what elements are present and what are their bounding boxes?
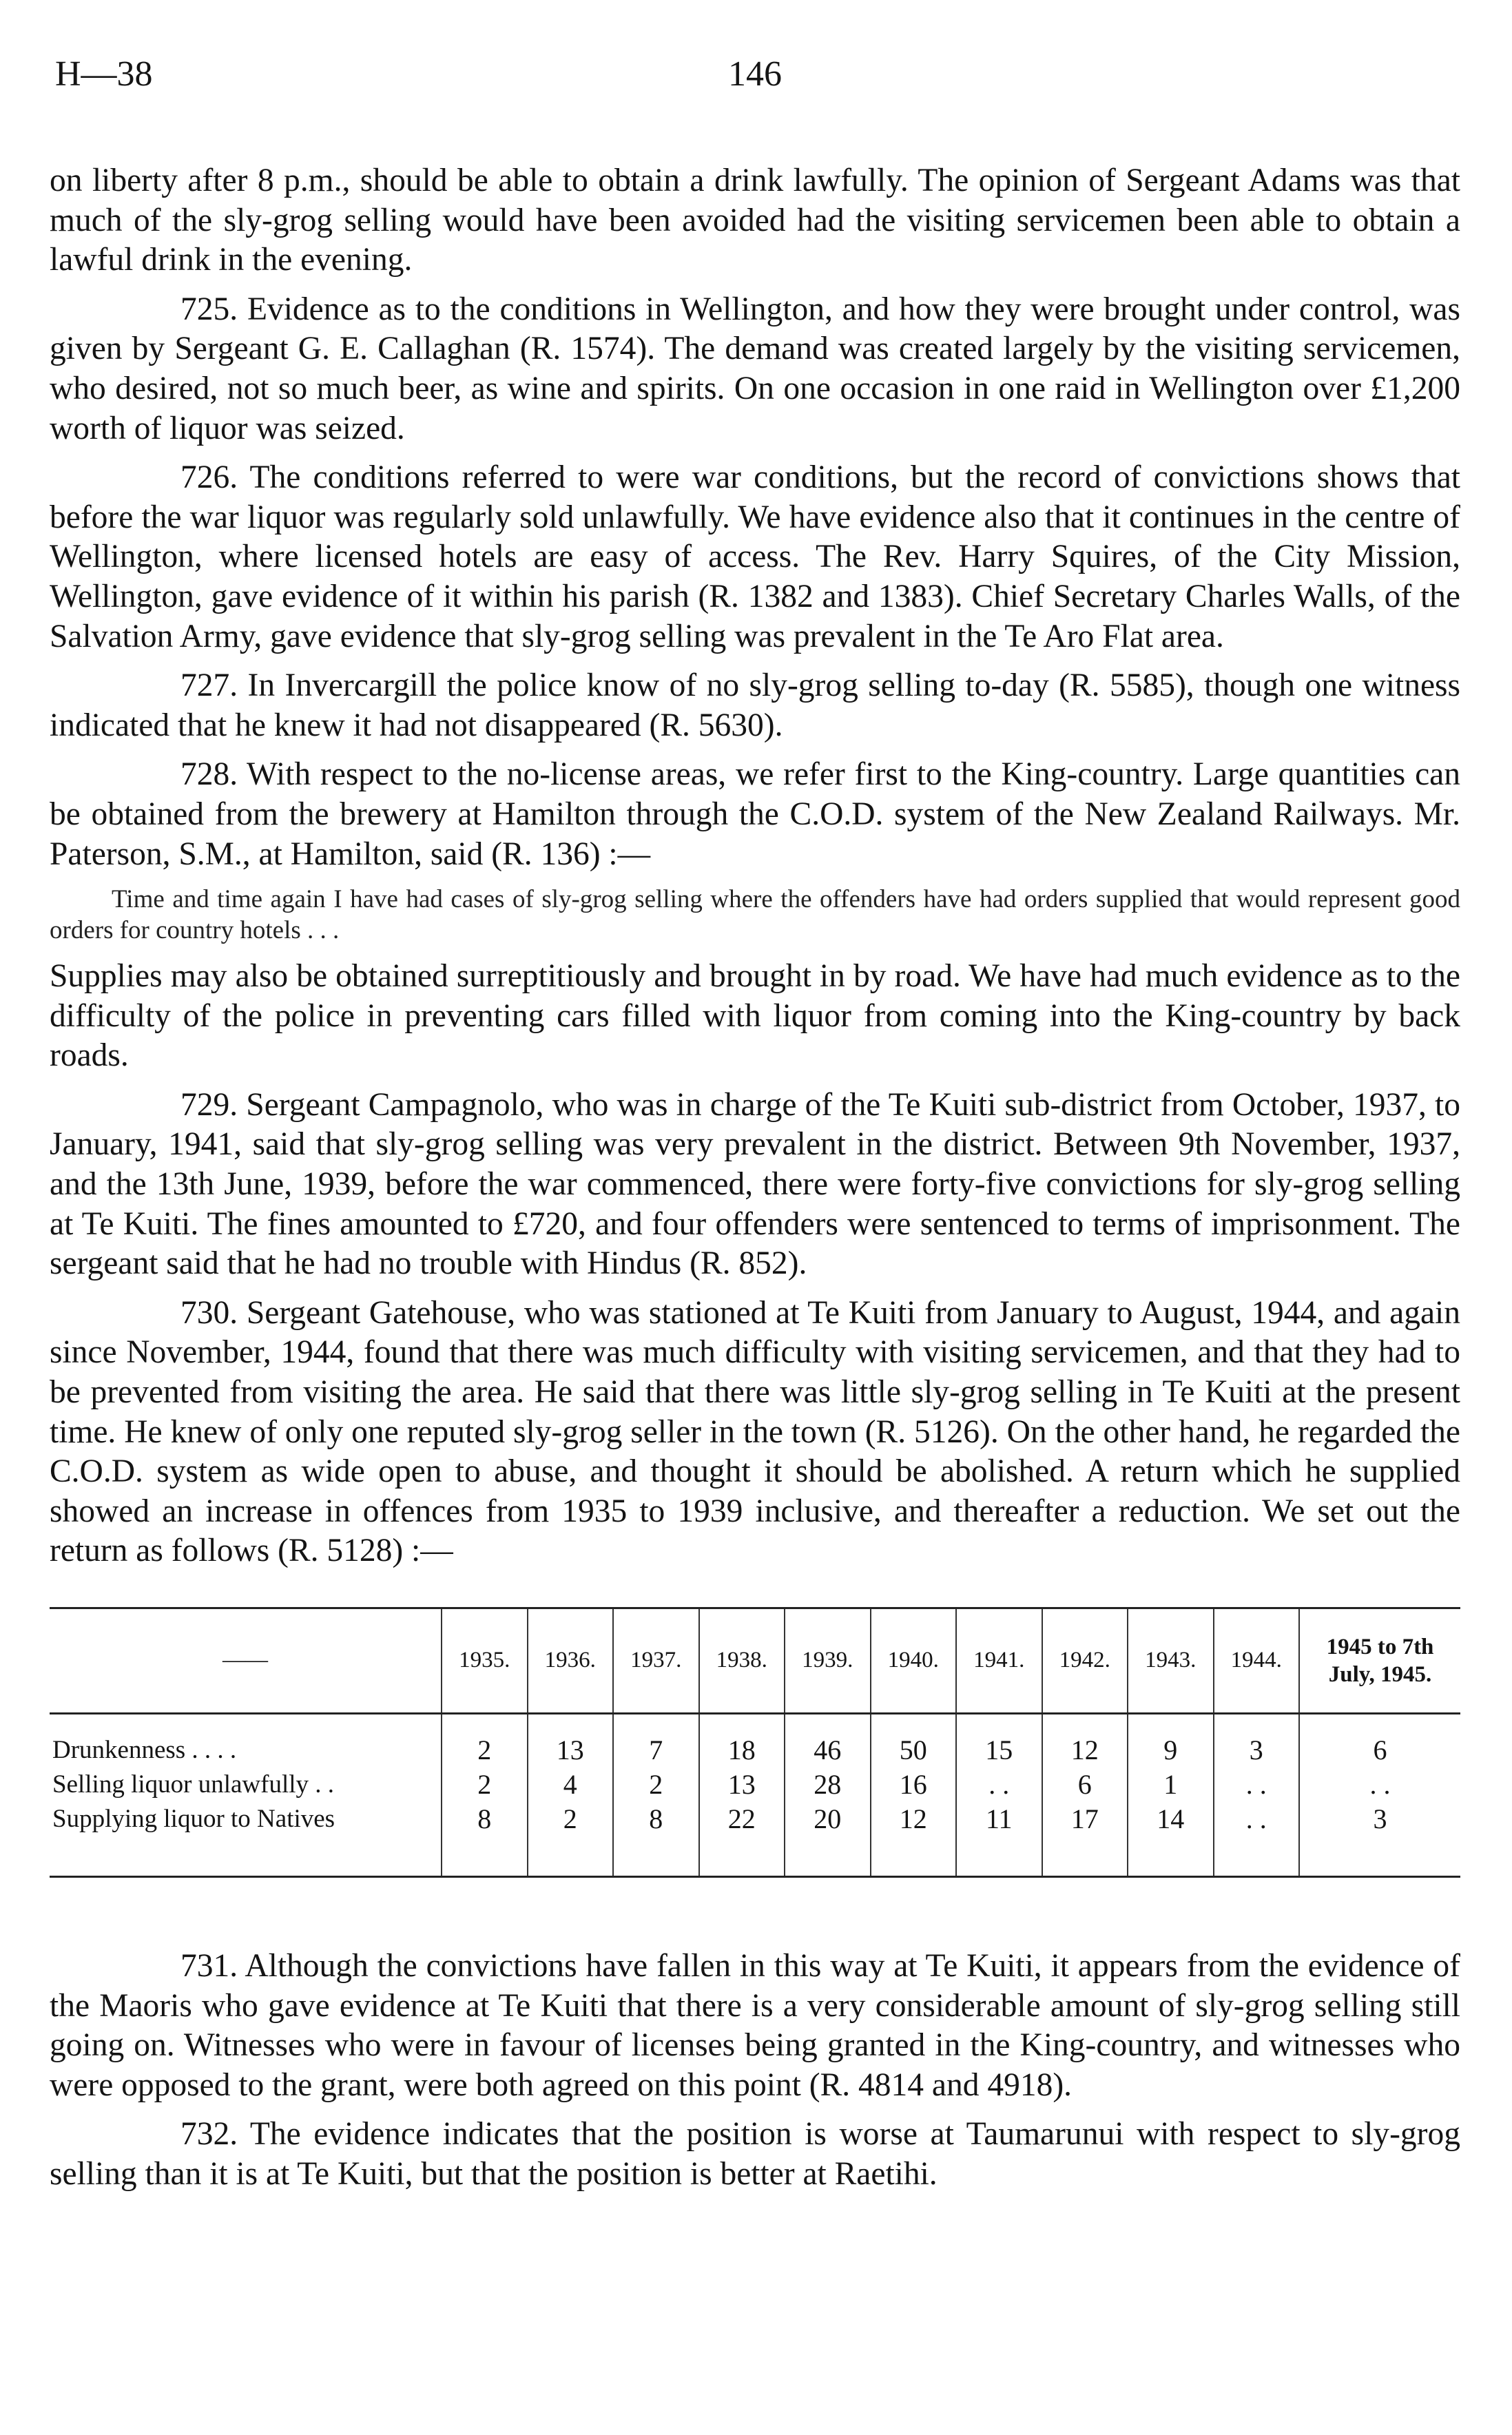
document-page: [50, 54, 1460, 2204]
table-cell: 2: [613, 1765, 699, 1800]
table-cell: 13: [699, 1765, 785, 1800]
table-row: [50, 1731, 1460, 1765]
table-cell: 17: [1042, 1800, 1128, 1834]
paragraph-730: 730. Sergeant Gatehouse, who was stationed at Te Kuiti from January to August, 1944, and again since November, 1944, found that there was much difficulty with visiting servicemen, and that they had to be prevented from visiting the area. He said that there was little sly-grog selling in Te Kuiti at the present time. He knew of only one reputed sly-grog seller in the town (R. 5126). On the other hand, he regarded the C.O.D. system as wide open to abuse, and thought it should be abolished. A return which he supplied showed an increase in offences from 1935 to 1939 inclusive, and thereafter a reduction. We set out the return as follows (R. 5128) :—: [50, 1294, 1460, 1569]
col-header-1937: 1937.: [613, 1608, 699, 1714]
table-cell: 6: [1042, 1765, 1128, 1800]
offences-return-table: [50, 1607, 1460, 1878]
table-cell: 2: [528, 1800, 614, 1834]
row-label-drunkenness: Drunkenness . . . .: [52, 1736, 237, 1764]
table-cell: . .: [1214, 1800, 1300, 1834]
paragraph-supplies: Supplies may also be obtained surreptitiously and brought in by road. We have had much evidence as to the difficulty of the police in preventing cars filled with liquor from coming into the King-country by back roads.: [50, 958, 1460, 1074]
table-cell: 3: [1299, 1800, 1460, 1834]
table-corner-dash: ——: [50, 1608, 442, 1714]
table-cell: 7: [613, 1731, 699, 1765]
table-cell: 1: [1128, 1765, 1214, 1800]
table-cell: 18: [699, 1731, 785, 1765]
table-cell: 28: [785, 1765, 871, 1800]
table-cell: 8: [442, 1800, 528, 1834]
page-header: [50, 54, 1460, 102]
col-header-1938: 1938.: [699, 1608, 785, 1714]
table-cell: 11: [956, 1800, 1042, 1834]
table-cell: 4: [528, 1765, 614, 1800]
table-cell: 9: [1128, 1731, 1214, 1765]
col-header-1939: 1939.: [785, 1608, 871, 1714]
table-cell: 12: [1042, 1731, 1128, 1765]
document-reference: H—38: [55, 54, 153, 94]
paragraph-729: 729. Sergeant Campagnolo, who was in charge of the Te Kuiti sub-district from October, 1937, to January, 1941, said that sly-grog selling was very prevalent in the district. Between 9th November, 1937, and the 13th June, 1939, before the war commenced, there were forty-five convictions for sly-grog selling at Te Kuiti. The fines amounted to £720, and four offenders were sentenced to terms of imprisonment. The sergeant said that he had no trouble with Hindus (R. 852).: [50, 1086, 1460, 1282]
table-cell: 50: [871, 1731, 957, 1765]
table-header-row: [50, 1608, 1460, 1714]
table-cell: 2: [442, 1765, 528, 1800]
table-cell: 8: [613, 1800, 699, 1834]
paragraph-725: 725. Evidence as to the conditions in Wellington, and how they were brought under control, was given by Sergeant G. E. Callaghan (R. 1574). The demand was created largely by the visiting servicemen, who desired, not so much beer, as wine and spirits. On one occasion in one raid in Wellington over £1,200 worth of liquor was seized.: [50, 291, 1460, 446]
block-quote: Time and time again I have had cases of sly-grog selling where the offenders have had orders supplied that would represent good orders for country hotels . . .: [50, 885, 1460, 945]
col-header-1941: 1941.: [956, 1608, 1042, 1714]
table-cell: 14: [1128, 1800, 1214, 1834]
paragraph-732: 732. The evidence indicates that the position is worse at Taumarunui with respect to sly-grog selling than it is at Te Kuiti, but that the position is better at Raetihi.: [50, 2116, 1460, 2192]
table-cell: 46: [785, 1731, 871, 1765]
col-header-1935: 1935.: [442, 1608, 528, 1714]
table-cell: 6: [1299, 1731, 1460, 1765]
table-cell: 13: [528, 1731, 614, 1765]
col-header-1945: 1945 to 7th July, 1945.: [1299, 1608, 1460, 1714]
table-cell: 12: [871, 1800, 957, 1834]
col-header-1940: 1940.: [871, 1608, 957, 1714]
paragraph-726: 726. The conditions referred to were war conditions, but the record of convictions shows that before the war liquor was regularly sold unlawfully. We have evidence also that it continues in the centre of Wellington, where licensed hotels are easy of access. The Rev. Harry Squires, of the City Mission, Wellington, gave evidence of it within his parish (R. 1382 and 1383). Chief Secretary Charles Walls, of the Salvation Army, gave evidence that sly-grog selling was prevalent in the Te Aro Flat area.: [50, 459, 1460, 654]
col-header-1936: 1936.: [528, 1608, 614, 1714]
table-cell: 16: [871, 1765, 957, 1800]
table-cell: . .: [1299, 1765, 1460, 1800]
body-text: [50, 161, 1460, 2195]
table-cell: 2: [442, 1731, 528, 1765]
page-number: 146: [728, 54, 782, 94]
table-cell: 3: [1214, 1731, 1300, 1765]
table-cell: . .: [956, 1765, 1042, 1800]
table-cell: . .: [1214, 1765, 1300, 1800]
table-cell: 20: [785, 1800, 871, 1834]
table-row: [50, 1800, 1460, 1834]
paragraph-728: 728. With respect to the no-license areas, we refer first to the King-country. Large quantities can be obtained from the brewery at Hamilton through the C.O.D. system of the New Zealand Railways. Mr. Paterson, S.M., at Hamilton, said (R. 136) :—: [50, 756, 1460, 872]
table-end-row: [50, 1834, 1460, 1877]
row-label-supplying-natives: Supplying liquor to Natives: [52, 1805, 335, 1833]
table-cell: 15: [956, 1731, 1042, 1765]
col-header-1944: 1944.: [1214, 1608, 1300, 1714]
table-spacer-row: [50, 1714, 1460, 1732]
paragraph-727: 727. In Invercargill the police know of no sly-grog selling to-day (R. 5585), though one witness indicated that he knew it had not disappeared (R. 5630).: [50, 667, 1460, 743]
col-header-1943: 1943.: [1128, 1608, 1214, 1714]
paragraph-731: 731. Although the convictions have fallen in this way at Te Kuiti, it appears from the evidence of the Maoris who gave evidence at Te Kuiti that there is a very considerable amount of sly-grog selling still going on. Witnesses who were in favour of licenses being granted in the King-country, and witnesses who were opposed to the grant, were both agreed on this point (R. 4814 and 4918).: [50, 1948, 1460, 2103]
col-header-1942: 1942.: [1042, 1608, 1128, 1714]
paragraph-continuation: on liberty after 8 p.m., should be able to obtain a drink lawfully. The opinion of Sergeant Adams was that much of the sly-grog selling would have been avoided had the visiting servicemen been able to obtain a lawful drink in the evening.: [50, 163, 1460, 278]
row-label-selling-liquor: Selling liquor unlawfully . .: [52, 1770, 335, 1799]
table-cell: 22: [699, 1800, 785, 1834]
table-row: [50, 1765, 1460, 1800]
